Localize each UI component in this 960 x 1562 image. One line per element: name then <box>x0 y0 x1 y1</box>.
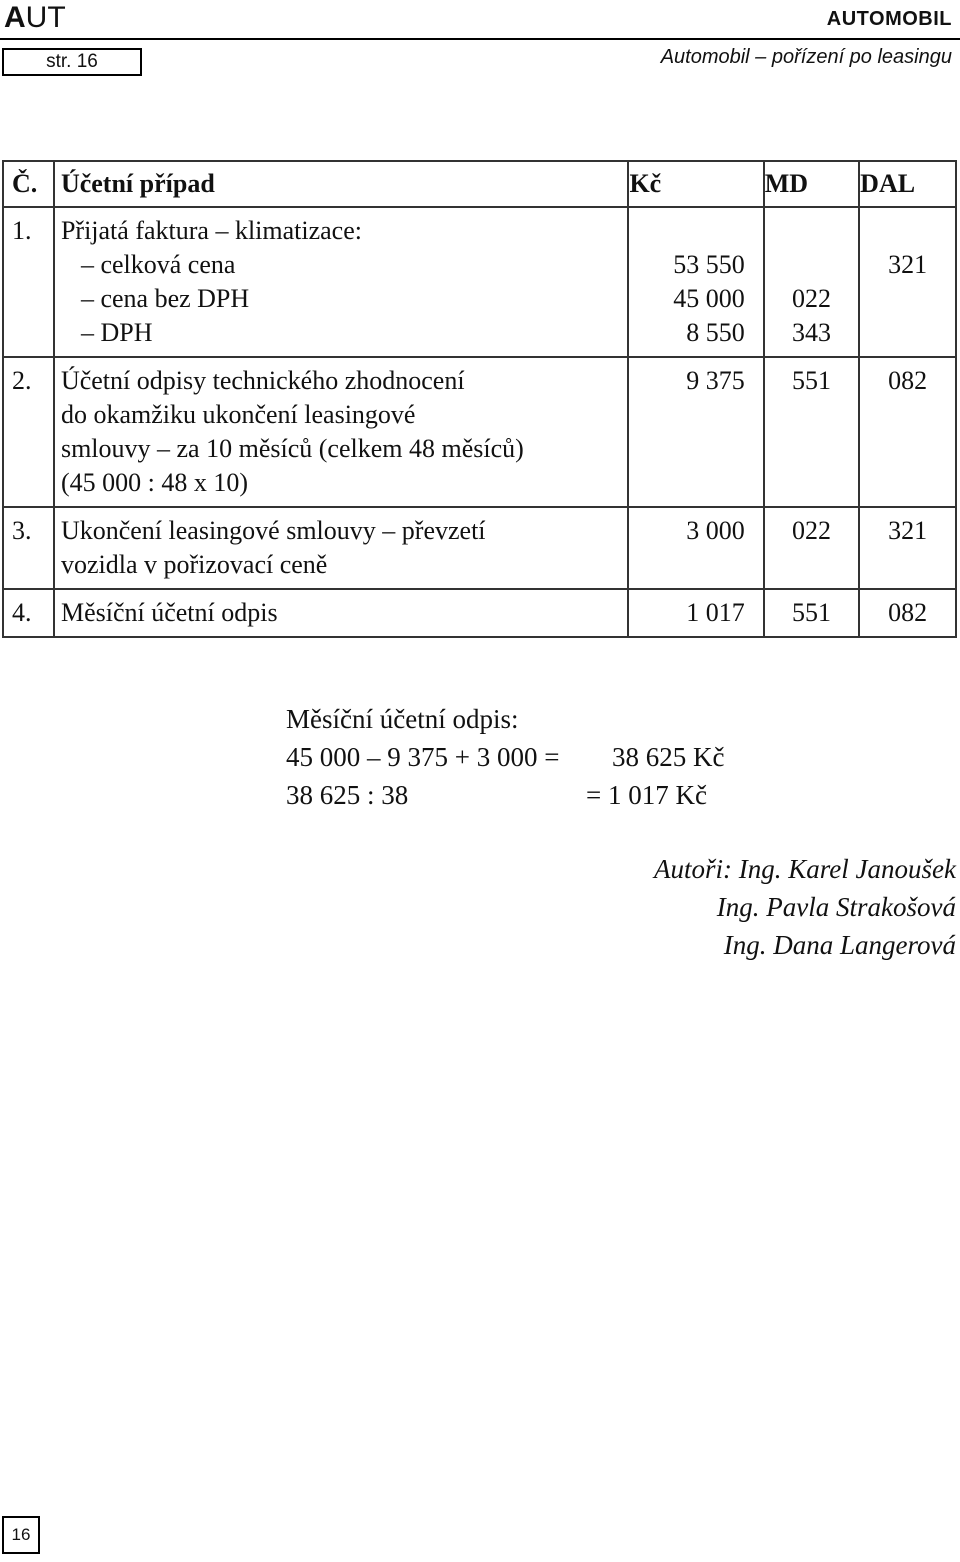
md-account: 022 <box>791 284 831 313</box>
header-rule <box>0 38 960 40</box>
author-line: Autoři: Ing. Karel Janoušek <box>654 854 956 884</box>
column-header-dal: DAL <box>859 161 956 207</box>
row-text: – cena bez DPH <box>80 284 250 313</box>
dal-account <box>860 316 955 350</box>
dal-account: 321 <box>888 250 928 279</box>
calculation-line <box>286 776 707 814</box>
row-text: (45 000 : 48 x 10) <box>60 468 248 497</box>
row-text: Ukončení leasingové smlouvy – převzetí <box>60 516 486 545</box>
table-row <box>3 507 956 589</box>
row-number: 3. <box>12 516 32 545</box>
md-account <box>765 248 858 282</box>
column-header-number: Č. <box>3 161 54 207</box>
row-number: 2. <box>12 366 32 395</box>
row-text: smlouvy – za 10 měsíců (celkem 48 měsíců) <box>60 434 524 463</box>
row-text: Přijatá faktura – klimatizace: <box>60 216 362 245</box>
logo: AUT <box>4 1 66 34</box>
md-account: 551 <box>791 598 831 627</box>
dal-account: 082 <box>888 366 928 395</box>
md-account <box>765 214 858 248</box>
row-text: do okamžiku ukončení leasingové <box>60 400 416 429</box>
table-header-row <box>3 161 956 207</box>
amount: 3 000 <box>686 516 745 545</box>
amount: 53 550 <box>673 250 745 279</box>
md-account: 551 <box>791 366 831 395</box>
md-account: 343 <box>791 318 831 347</box>
dal-account: 082 <box>888 598 928 627</box>
amount <box>629 214 744 248</box>
calculation-title: Měsíční účetní odpis: <box>286 704 519 734</box>
table-row <box>3 589 956 637</box>
row-number: 1. <box>12 216 32 245</box>
calculation-line <box>286 738 725 776</box>
article-subtitle: Automobil – pořízení po leasingu <box>660 46 952 68</box>
column-header-case: Účetní případ <box>54 161 628 207</box>
column-header-md: MD <box>764 161 859 207</box>
author-line: Ing. Dana Langerová <box>723 930 956 960</box>
row-text: vozidla v pořizovací ceně <box>60 550 328 579</box>
table-row <box>3 357 956 507</box>
calculation-expression: 38 625 : 38 <box>286 780 409 810</box>
amount: 8 550 <box>686 318 745 347</box>
row-text: – DPH <box>80 318 153 347</box>
column-header-amount: Kč <box>628 161 763 207</box>
accounting-table <box>2 160 957 638</box>
calculation-expression: 45 000 – 9 375 + 3 000 = <box>286 742 560 772</box>
row-text: Účetní odpisy technického zhodnocení <box>60 366 465 395</box>
depreciation-calculation <box>286 700 725 814</box>
amount: 9 375 <box>686 366 745 395</box>
calculation-result: = 1 017 Kč <box>586 780 707 810</box>
md-account: 022 <box>791 516 831 545</box>
row-number: 4. <box>12 598 32 627</box>
calculation-result: 38 625 Kč <box>612 742 725 772</box>
dal-account <box>860 214 955 248</box>
author-line: Ing. Pavla Strakošová <box>716 892 956 922</box>
dal-account <box>860 282 955 316</box>
amount: 1 017 <box>686 598 745 627</box>
authors <box>654 850 956 964</box>
page-label: str. 16 <box>2 48 142 76</box>
dal-account: 321 <box>888 516 928 545</box>
row-text: – celková cena <box>80 250 236 279</box>
section-title: AUTOMOBIL <box>826 8 952 30</box>
table-row <box>3 207 956 357</box>
amount: 45 000 <box>673 284 745 313</box>
row-text: Měsíční účetní odpis <box>60 598 278 627</box>
footer-page-number: 16 <box>2 1516 40 1554</box>
